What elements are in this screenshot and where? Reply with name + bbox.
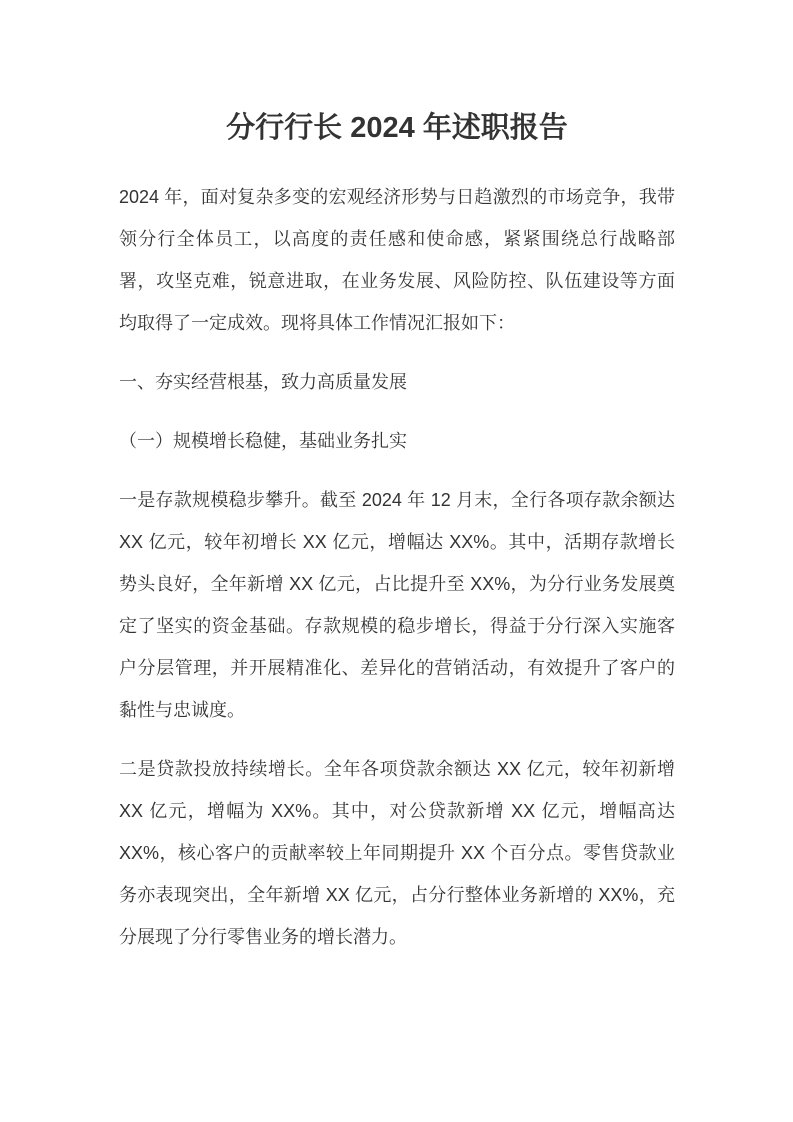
section-heading: 一、夯实经营根基，致力高质量发展 bbox=[119, 372, 407, 392]
deposits-paragraph: 一是存款规模稳步攀升。截至 2024 年 12 月末，全行各项存款余额达 XX 亿元，较年初增长 XX 亿元，增幅达 XX%。其中，活期存款增长势头良好，全年新增 XX 亿元，占比提升至 XX%，为分行业务发展奠定了坚实的资金基础。存款规模的稳步增长，得益于分行深入实施客户分层管理，并开展精准化、差异化的营销活动，有效提升了客户的黏性与忠诚度。 bbox=[119, 490, 675, 720]
loans-paragraph: 二是贷款投放持续增长。全年各项贷款余额达 XX 亿元，较年初新增 XX 亿元，增幅为 XX%。其中，对公贷款新增 XX 亿元，增幅高达 XX%，核心客户的贡献率较上年同期提升 XX 个百分点。零售贷款业务亦表现突出，全年新增 XX 亿元，占分行整体业务新增的 XX%，充分展现了分行零售业务的增长潜力。 bbox=[119, 759, 675, 947]
sub-heading: （一）规模增长稳健，基础业务扎实 bbox=[119, 431, 407, 451]
intro-paragraph: 2024 年，面对复杂多变的宏观经济形势与日趋激烈的市场竞争，我带领分行全体员工，以高度的责任感和使命感，紧紧围绕总行战略部署，攻坚克难，锐意进取，在业务发展、风险防控、队伍建设等方面均取得了一定成效。现将具体工作情况汇报如下： bbox=[119, 187, 675, 333]
document-title: 分行行长 2024 年述职报告 bbox=[226, 112, 568, 144]
